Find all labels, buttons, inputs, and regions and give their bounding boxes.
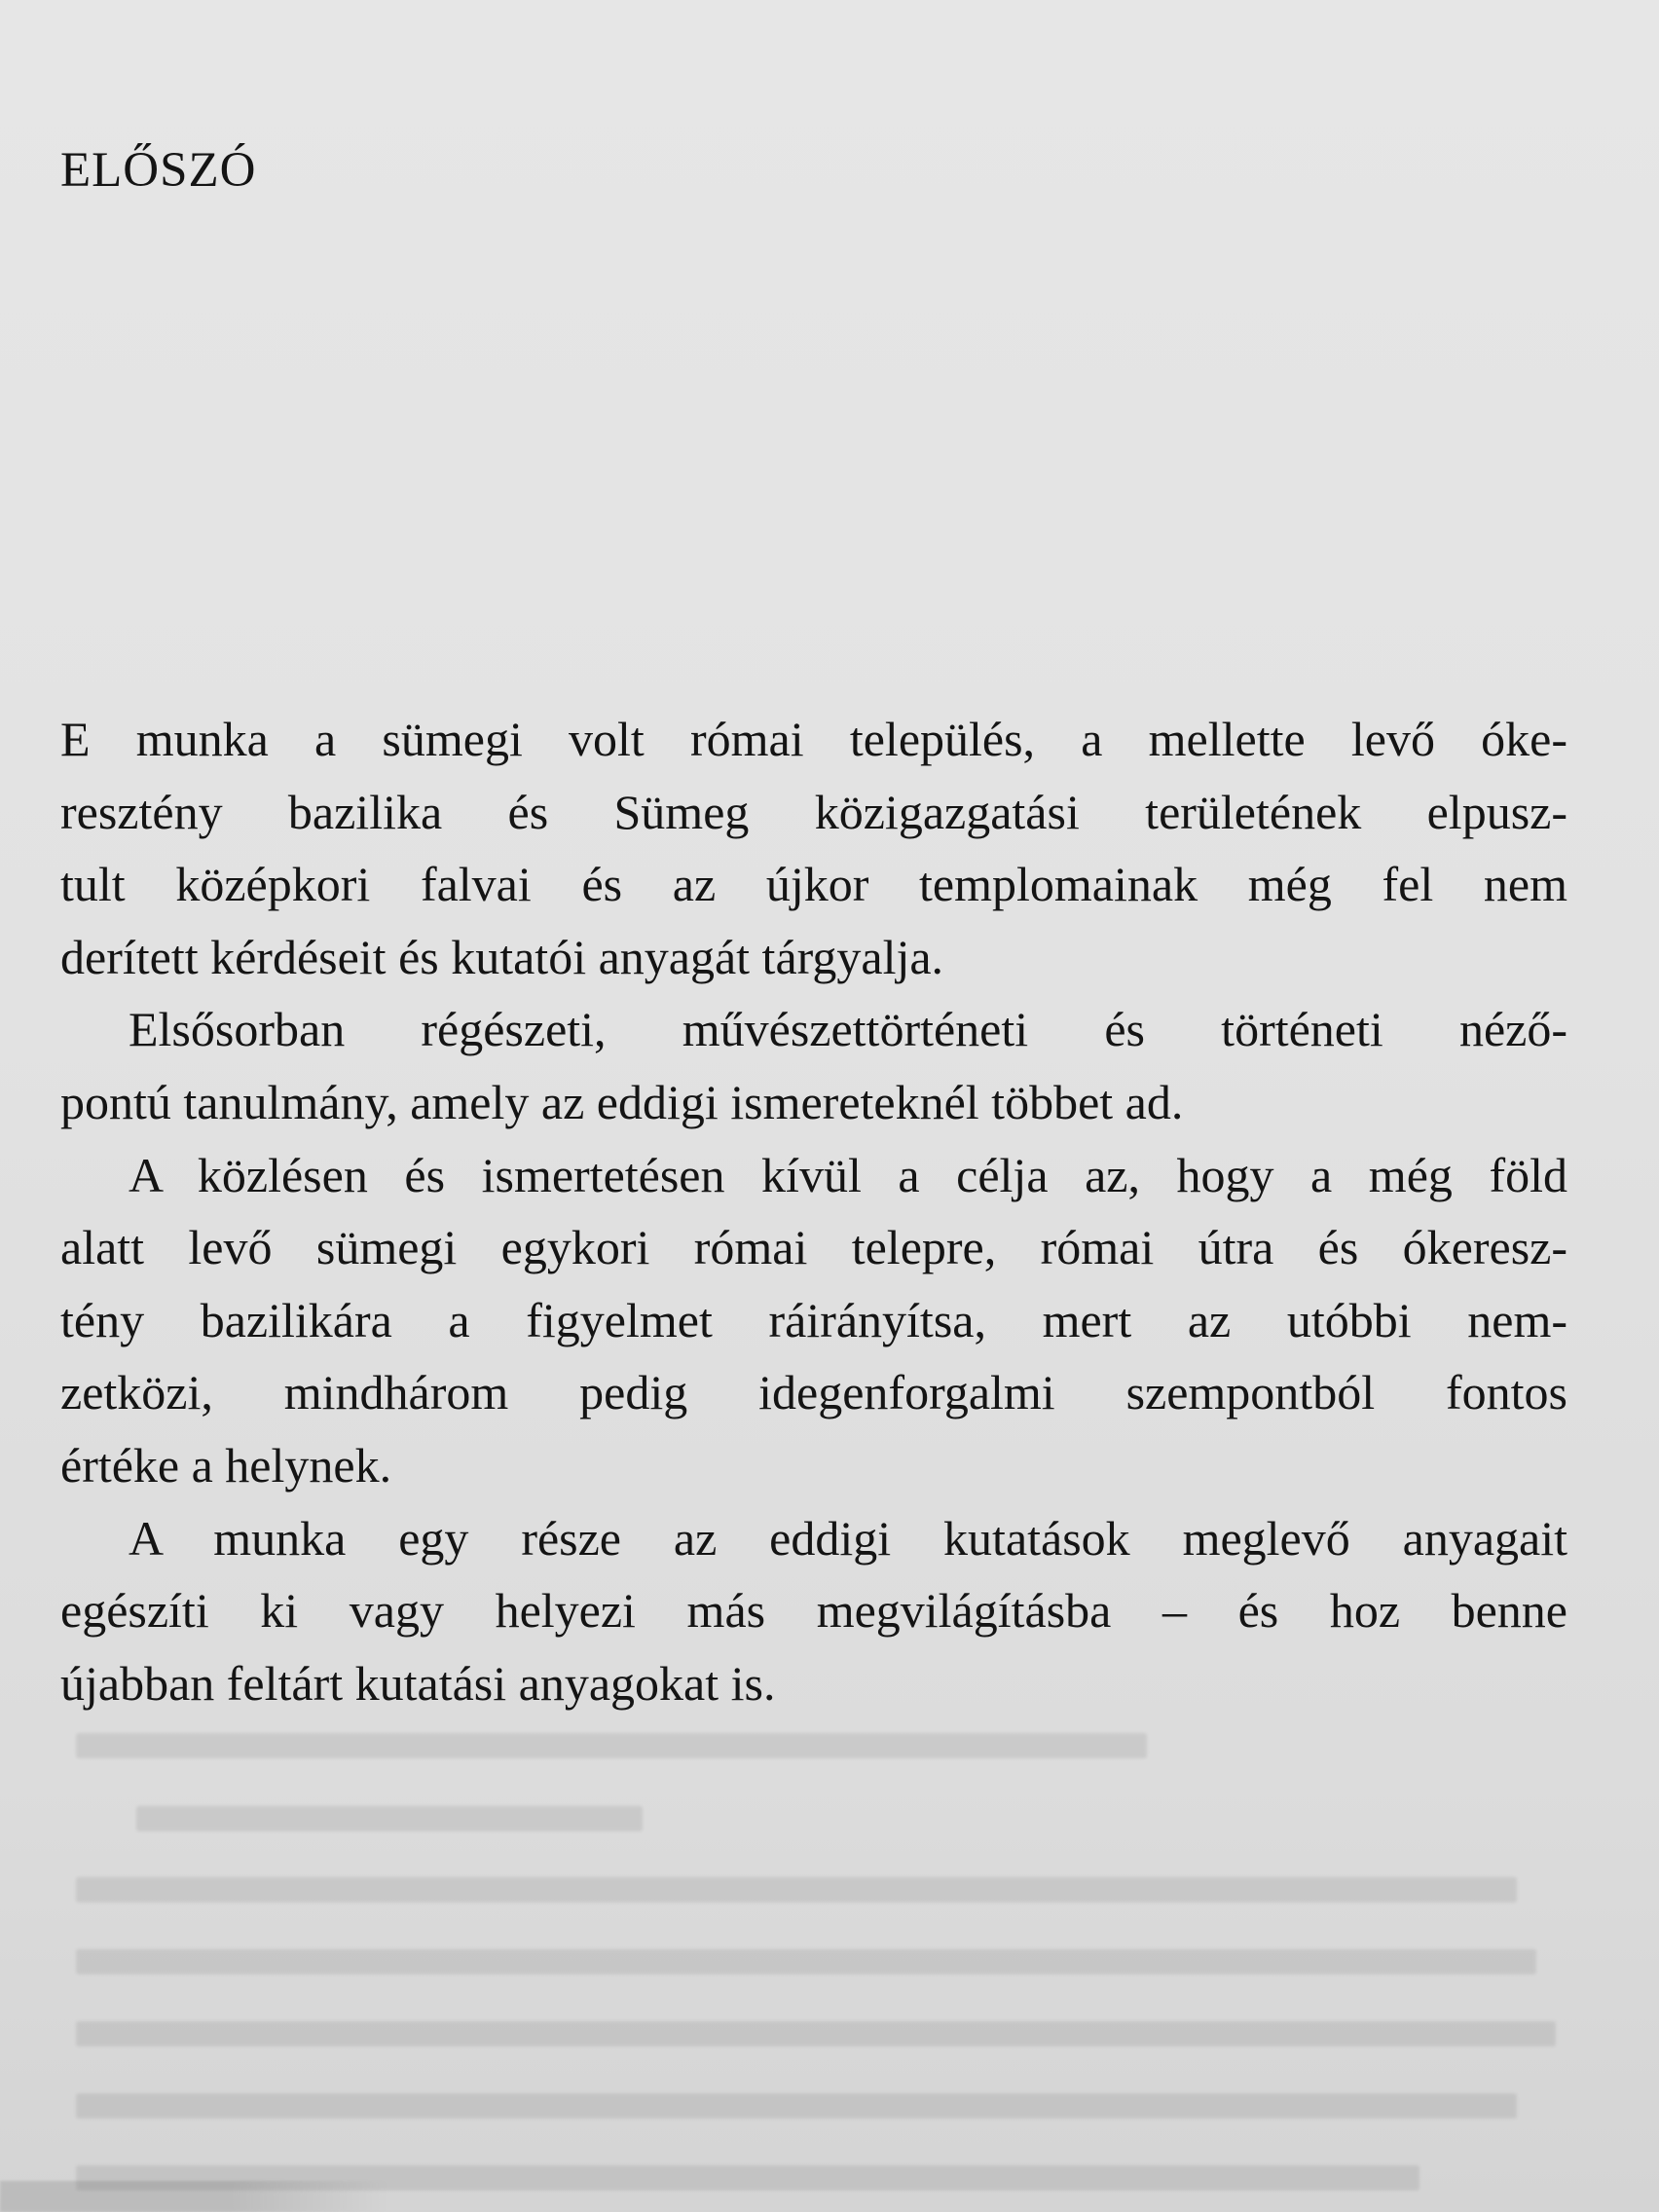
paragraph-3-line-1: A közlésen és ismertetésen kívül a célja az, hogy a még föld bbox=[129, 1147, 1567, 1202]
paragraph-3-line-2: alatt levő sümegi egykori római telepre, római útra és ókeresz- bbox=[60, 1220, 1567, 1275]
watermark-strip bbox=[0, 2181, 389, 2212]
paragraph-1-line-1: E munka a sümegi volt római település, a mellette levő óke- bbox=[60, 712, 1567, 766]
page-heading: ELŐSZÓ bbox=[60, 143, 257, 198]
paragraph-3-line-3: tény bazilikára a figyelmet ráirányítsa, mert az utóbbi nem- bbox=[60, 1292, 1567, 1347]
body-text bbox=[60, 703, 1567, 1719]
paragraph-1-line-3: tult középkori falvai és az újkor templomainak még fel nem bbox=[60, 857, 1567, 912]
paragraph-4-line-2: egészíti ki vagy helyezi más megvilágításba – és hoz benne bbox=[60, 1583, 1567, 1639]
paragraph-3-line-4: zetközi, mindhárom pedig idegenforgalmi szempontból fontos bbox=[60, 1365, 1567, 1420]
paragraph-2-line-1: Elsősorban régészeti, művészettörténeti és történeti néző- bbox=[129, 1002, 1567, 1057]
paragraph-1-line-4: derített kérdéseit és kutatói anyagát tárgyalja. bbox=[60, 929, 944, 984]
paragraph-2-line-2: pontú tanulmány, amely az eddigi ismereteknél többet ad. bbox=[60, 1074, 1184, 1129]
paragraph-4-line-1: A munka egy része az eddigi kutatások meglevő anyagait bbox=[129, 1510, 1567, 1566]
paragraph-3-line-5: értéke a helynek. bbox=[60, 1437, 392, 1493]
paragraph-1-line-2: resztény bazilika és Sümeg közigazgatási területének elpusz- bbox=[60, 784, 1567, 839]
paragraph-4-line-3: újabban feltárt kutatási anyagokat is. bbox=[60, 1655, 776, 1711]
show-through-texture bbox=[0, 1675, 1659, 2212]
